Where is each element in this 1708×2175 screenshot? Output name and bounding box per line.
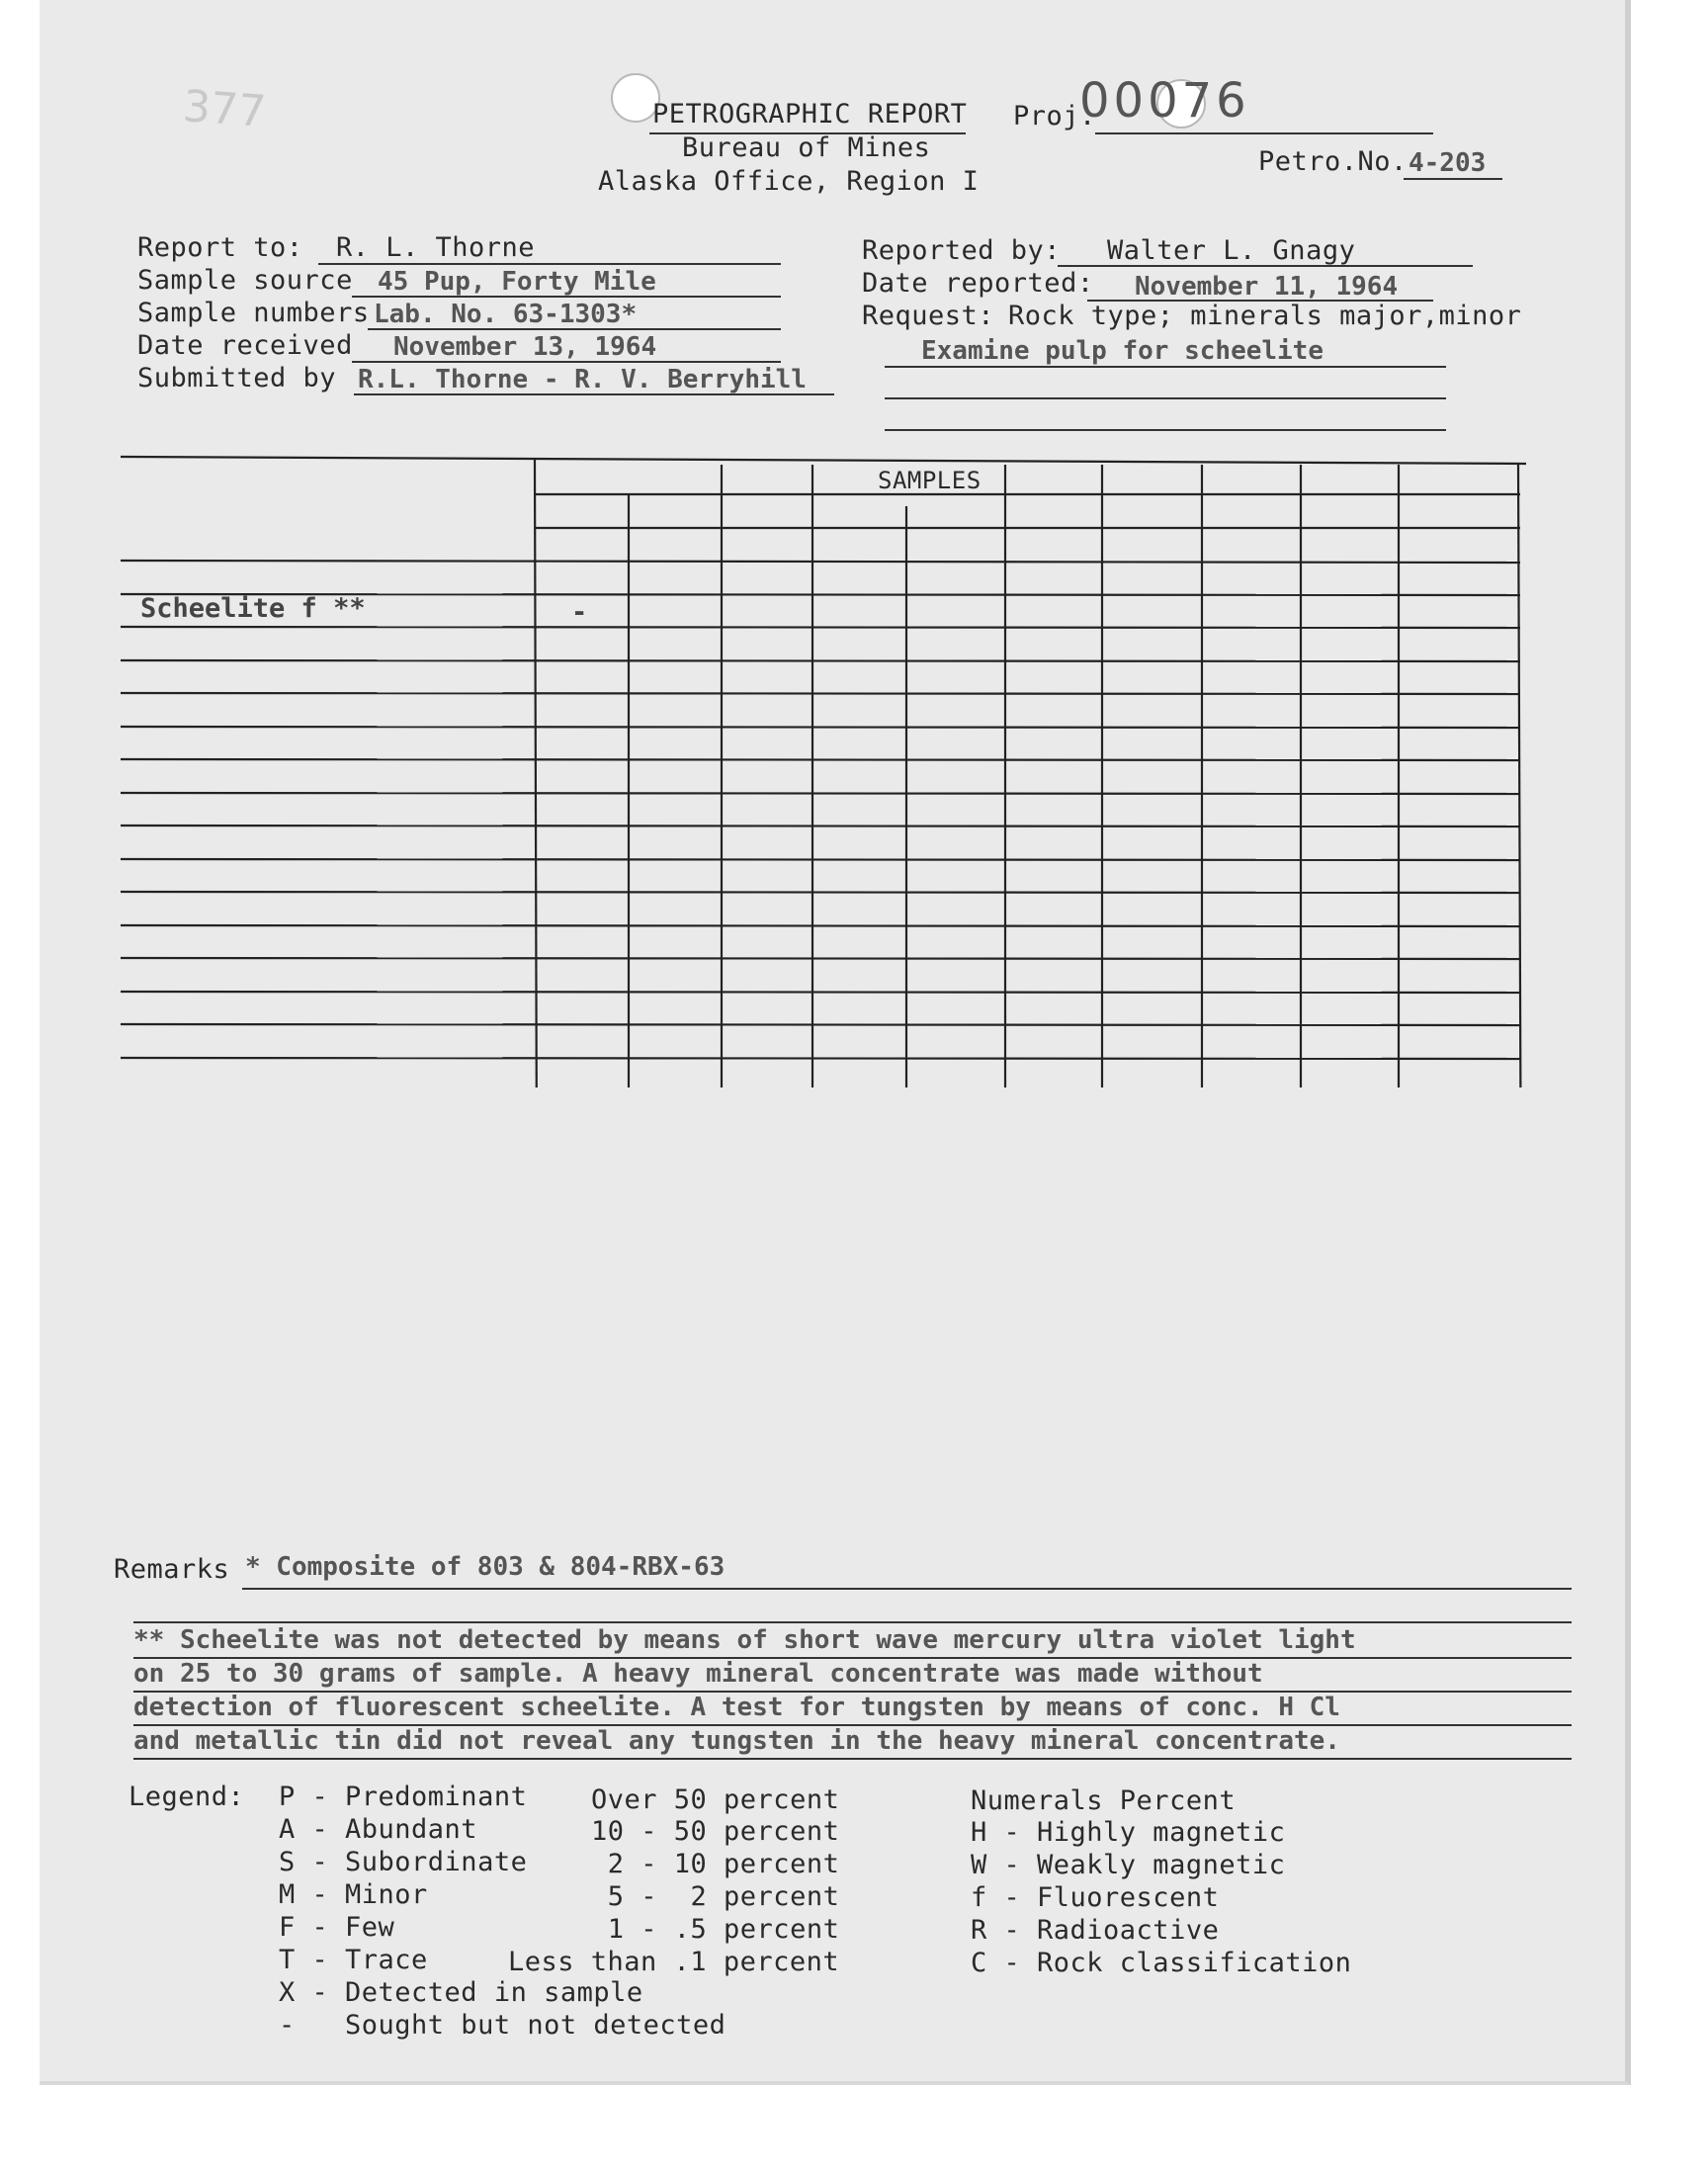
- scheelite-sample-1-value: -: [571, 597, 588, 628]
- reported-by-label: Reported by:: [862, 235, 1062, 266]
- petro-value: 4-203: [1409, 148, 1487, 178]
- office-name: Alaska Office, Region I: [598, 166, 980, 197]
- legend-item-a-code: A - Abundant: [279, 1814, 478, 1845]
- remarks-line-5: and metallic tin did not reveal any tungsten in the heavy mineral concentrate.: [133, 1726, 1340, 1756]
- legend-item-t-range: Less than .1 percent: [508, 1947, 840, 1977]
- request-value: Rock type; minerals major,minor: [1008, 301, 1522, 331]
- legend-item-t-code: T - Trace: [279, 1945, 428, 1975]
- legend-item-p-range: Over 50 percent: [591, 1784, 840, 1815]
- legend-item-dash-code: - Sought but not detected: [279, 2010, 726, 2041]
- reported-by-value: Walter L. Gnagy: [1107, 235, 1356, 266]
- legend-right-f: f - Fluorescent: [971, 1882, 1220, 1913]
- legend-right-title: Numerals Percent: [971, 1785, 1237, 1816]
- proj-label: Proj.: [1013, 101, 1096, 131]
- sample-numbers-value: Lab. No. 63-1303*: [374, 300, 638, 329]
- remarks-label: Remarks: [114, 1554, 230, 1585]
- legend-right-r: R - Radioactive: [971, 1915, 1220, 1946]
- report-sheet: [40, 0, 1631, 2085]
- report-to-value: R. L. Thorne: [336, 232, 536, 263]
- remarks-line-1: * Composite of 803 & 804-RBX-63: [245, 1552, 726, 1582]
- petro-label: Petro.No.: [1258, 146, 1408, 177]
- legend-item-s-range: 2 - 10 percent: [591, 1849, 840, 1879]
- legend-right-w: W - Weakly magnetic: [971, 1850, 1286, 1880]
- request-label: Request:: [862, 301, 995, 331]
- sample-numbers-label: Sample numbers: [137, 298, 370, 328]
- legend-item-m-code: M - Minor: [279, 1879, 428, 1910]
- samples-table: [40, 0, 1625, 1088]
- legend-item-f-code: F - Few: [279, 1912, 395, 1943]
- remarks-line-4: detection of fluorescent scheelite. A test for tungsten by means of conc. H Cl: [133, 1693, 1340, 1722]
- legend-item-m-range: 5 - 2 percent: [591, 1881, 840, 1912]
- date-reported-value: November 11, 1964: [1135, 272, 1399, 302]
- corner-mark: 377: [181, 81, 268, 137]
- legend-item-s-code: S - Subordinate: [279, 1847, 528, 1877]
- date-received-label: Date received: [137, 330, 353, 361]
- legend-item-a-range: 10 - 50 percent: [591, 1816, 840, 1847]
- report-title: PETROGRAPHIC REPORT: [652, 99, 968, 130]
- proj-value: 00076: [1079, 73, 1250, 129]
- legend-right-c: C - Rock classification: [971, 1948, 1352, 1978]
- date-reported-label: Date reported:: [862, 268, 1094, 299]
- sample-source-label: Sample source: [137, 265, 353, 296]
- scheelite-row-label: Scheelite f **: [140, 593, 366, 624]
- remarks-line-2: ** Scheelite was not detected by means of short wave mercury ultra violet light: [133, 1625, 1356, 1655]
- date-received-value: November 13, 1964: [393, 332, 657, 362]
- legend-item-f-range: 1 - .5 percent: [591, 1914, 840, 1945]
- agency-name: Bureau of Mines: [682, 132, 931, 163]
- legend-right-h: H - Highly magnetic: [971, 1817, 1286, 1848]
- legend-item-x-code: X - Detected in sample: [279, 1977, 643, 2008]
- samples-header: SAMPLES: [878, 467, 982, 494]
- legend-item-p-code: P - Predominant: [279, 1782, 528, 1812]
- request-line-2: Examine pulp for scheelite: [921, 336, 1324, 366]
- submitted-by-label: Submitted by: [137, 363, 337, 393]
- remarks-line-3: on 25 to 30 grams of sample. A heavy mineral concentrate was made without: [133, 1659, 1263, 1689]
- submitted-by-value: R.L. Thorne - R. V. Berryhill: [358, 365, 807, 394]
- sample-source-value: 45 Pup, Forty Mile: [378, 267, 656, 297]
- legend-label: Legend:: [128, 1782, 245, 1812]
- report-to-label: Report to:: [137, 232, 303, 263]
